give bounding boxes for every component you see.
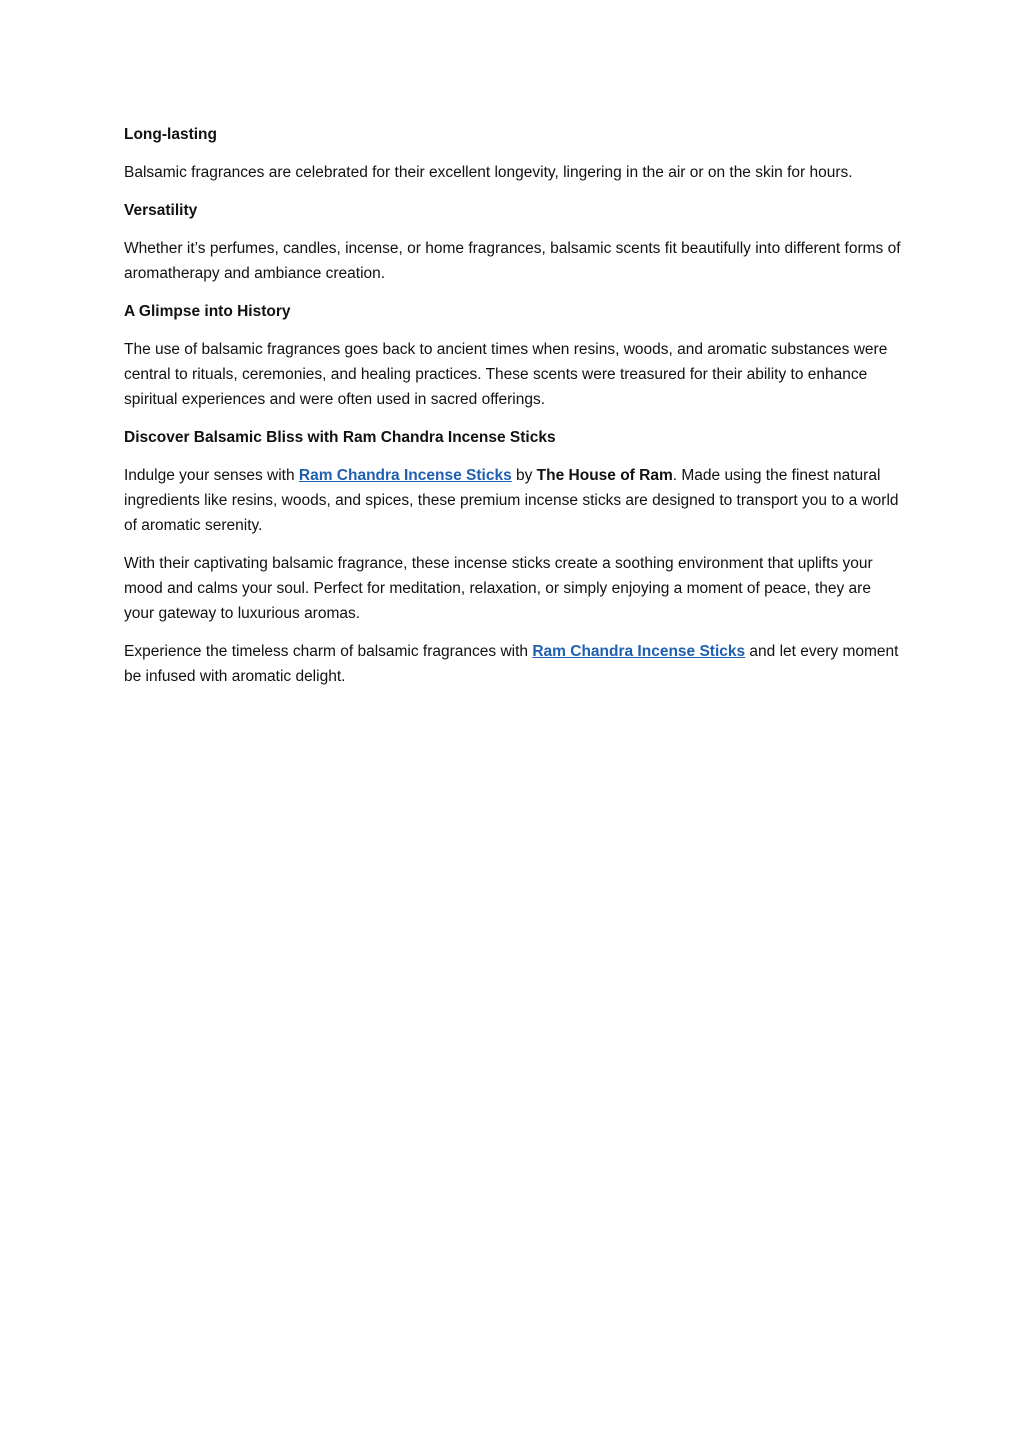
document-page	[124, 122, 902, 702]
paragraph-experience	[124, 639, 902, 689]
experience-text-start: Experience the timeless charm of balsamic fragrances with	[124, 643, 533, 660]
paragraph-long-lasting: Balsamic fragrances are celebrated for their excellent longevity, lingering in the air or on the skin for hours.	[124, 164, 853, 181]
indulge-text-end: . Made using the finest natural ingredients like resins, woods, and spices, these premium incense sticks are designed to transport you to a world of aromatic serenity.	[124, 467, 899, 534]
brand-name: The House of Ram	[536, 467, 673, 484]
paragraph-indulge	[124, 463, 902, 538]
indulge-text-start: Indulge your senses with	[124, 467, 299, 484]
paragraph-versatility: Whether it’s perfumes, candles, incense, or home fragrances, balsamic scents fit beautifully into different forms of aromatherapy and ambiance creation.	[124, 240, 901, 282]
experience-text-end: and let every moment be infused with aromatic delight.	[124, 643, 899, 685]
paragraph-captivating: With their captivating balsamic fragrance, these incense sticks create a soothing environment that uplifts your mood and calms your soul. Perfect for meditation, relaxation, or simply enjoying a moment of peace, they are your gateway to luxurious aromas.	[124, 555, 873, 622]
paragraph-history: The use of balsamic fragrances goes back to ancient times when resins, woods, and aromatic substances were central to rituals, ceremonies, and healing practices. These scents were treasured for their ability to enhance spiritual experiences and were often used in sacred offerings.	[124, 341, 888, 408]
heading-discover: Discover Balsamic Bliss with Ram Chandra Incense Sticks	[124, 429, 556, 446]
ram-chandra-link[interactable]: Ram Chandra Incense Sticks	[298, 467, 512, 484]
ram-chandra-link-2[interactable]: Ram Chandra Incense Sticks	[532, 643, 746, 660]
indulge-text-by: by	[511, 467, 537, 484]
heading-long-lasting: Long-lasting	[124, 126, 217, 143]
heading-history: A Glimpse into History	[124, 303, 291, 320]
heading-versatility: Versatility	[124, 202, 198, 219]
